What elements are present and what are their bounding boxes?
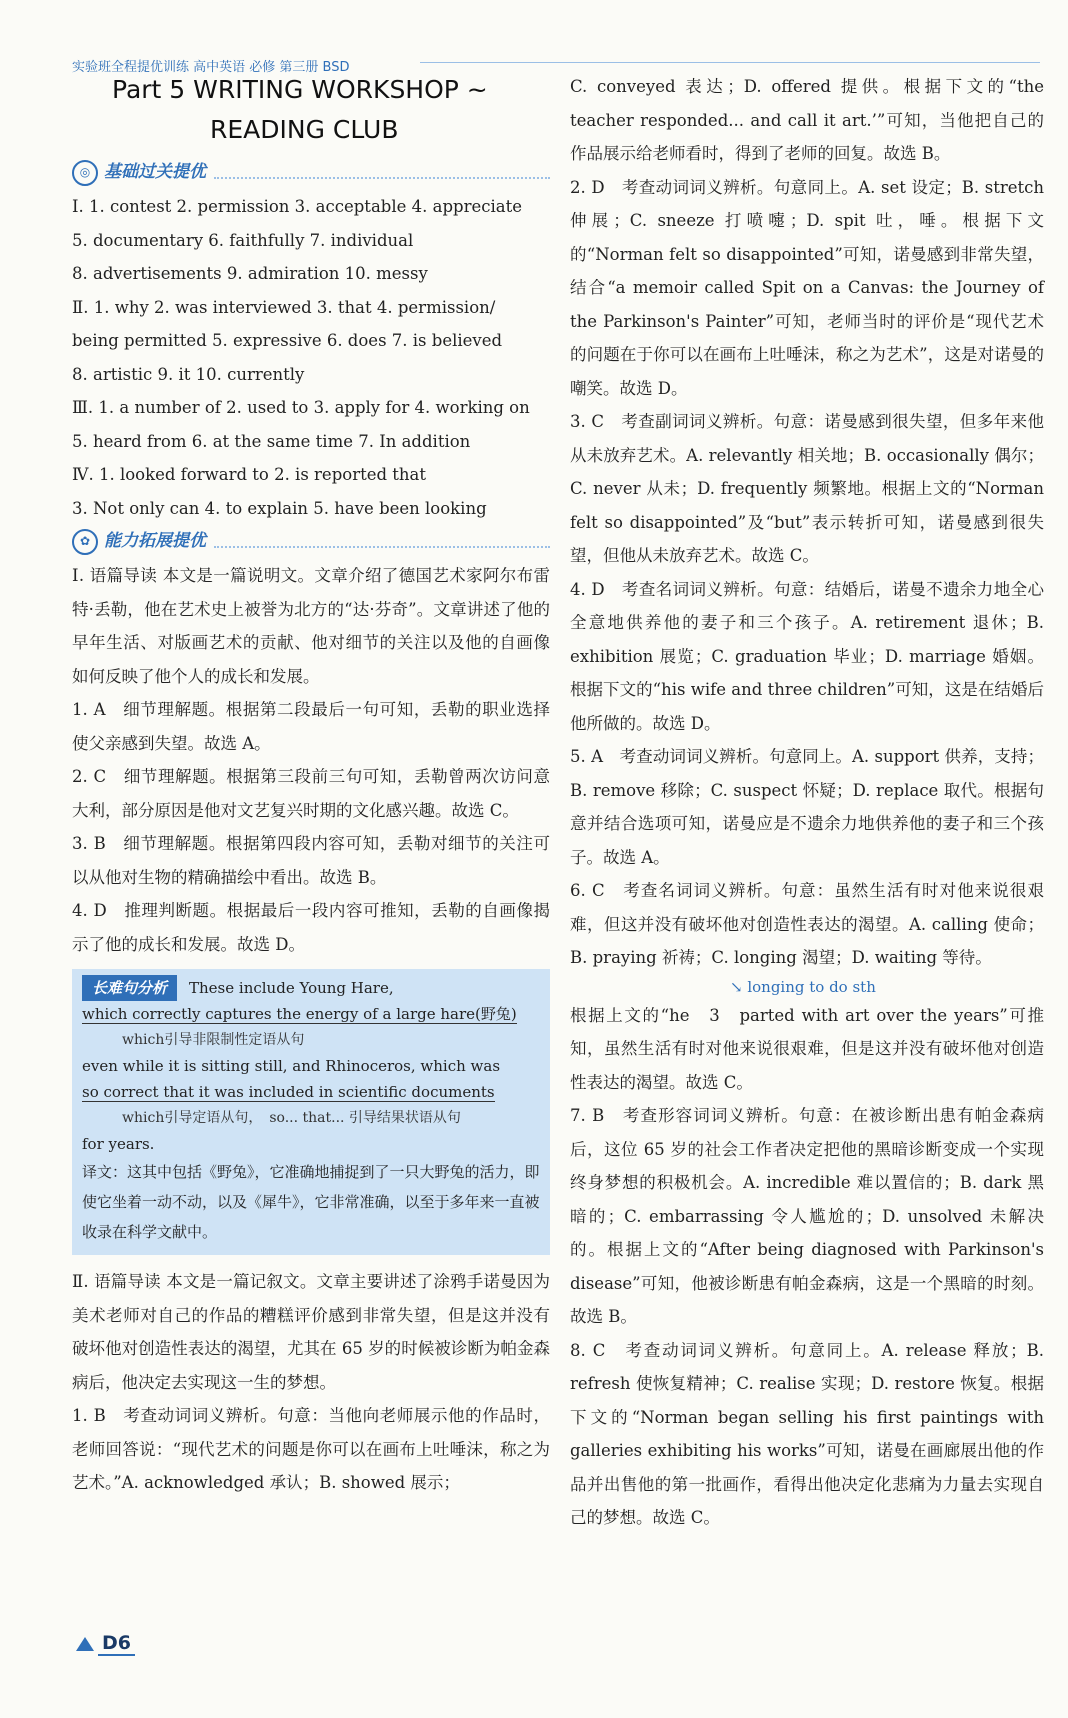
section-heading-basic	[72, 156, 550, 190]
box-sentence: for years.	[82, 1135, 155, 1153]
explanation-item: 7. B 考查形容词词义辨析。句意：在被诊断出患有帕金森病后，这位 65 岁的社会工作者决定把他的黑暗诊断变成一个实现终身梦想的积极机会。A. incredible 难以置信的；B. dark 黑暗的；C. embarrassing 令人尴尬的；D. unsolved 未解决的。根据上文的“After being diagnosed with Parkinson's disease”可知，他被诊断患有帕金森病，这是一个黑暗的时刻。故选 B。	[570, 1106, 1044, 1326]
handwritten-hint: ↘ longing to do sth	[730, 977, 876, 996]
right-column	[570, 70, 1044, 1535]
explanation-item: 8. C 考查动词词义辨析。句意同上。A. release 释放；B. refresh 使恢复精神；C. realise 实现；D. restore 恢复。根据下文的“Norman began selling his first paintings with galleries exhibiting his works”可知，诺曼在画廊展出他的作品并出售他的第一批画作，看得出他决定化悲痛为力量去实现自己的梦想。故选 C。	[570, 1340, 1044, 1527]
explanation-item: 4. D 考查名词词义辨析。句意：结婚后，诺曼不遗余力地全心全意地供养他的妻子和三个孩子。A. retirement 退休；B. exhibition 展览；C. graduation 毕业；D. marriage 婚姻。根据下文的“his wife and three children”可知，这是在结婚后他所做的。故选 D。	[570, 579, 1044, 733]
section-heading-text: 能力拓展提优	[104, 531, 206, 552]
header-rule	[420, 62, 1040, 63]
answer-line: 8. advertisements 9. admiration 10. messy	[72, 264, 428, 283]
page-number: D6	[98, 1632, 135, 1656]
up-arrow-icon	[76, 1637, 94, 1651]
explanation-item: 5. A 考查动词词义辨析。句意同上。A. support 供养，支持；B. remove 移除；C. suspect 怀疑；D. replace 取代。根据句意并结合选项可知，诺曼应是不遗余力地供养他的妻子和三个孩子。故选 A。	[570, 747, 1044, 867]
explanation-item: 6. C 考查名词词义辨析。句意：虽然生活有时对他来说很艰难，但这并没有破坏他对创造性表达的渴望。A. calling 使命；B. praying 祈祷；C. longing 渴望；D. waiting 等待。	[570, 881, 1044, 967]
title-line-1: Part 5 WRITING WORKSHOP ~	[112, 75, 488, 104]
box-sentence: even while it is sitting still, and Rhinoceros, which was	[82, 1057, 501, 1075]
target-icon: ◎	[72, 160, 98, 186]
dotted-rule	[214, 536, 550, 548]
explanation-item: 3. C 考查副词词义辨析。句意：诺曼感到很失望，但多年来他从未放弃艺术。A. relevantly 相关地；B. occasionally 偶尔；C. never 从未；D. frequently 频繁地。根据上文的“Norman felt so disappointed”及“but”表示转折可知，诺曼感到很失望，但他从未放弃艺术。故选 C。	[570, 412, 1044, 565]
explanation-item: 2. D 考查动词词义辨析。句意同上。A. set 设定；B. stretch 伸展；C. sneeze 打喷嚏；D. spit 吐，唾。根据下文的“Norman felt so disappointed”可知，诺曼感到非常失望，结合“a memoir called Spit on a Canvas: the Journey of the Parkinson's Painter”可知，老师当时的评价是“现代艺术的问题在于你可以在画布上吐唾沫，称之为艺术”，这是对诺曼的嘲笑。故选 D。	[570, 177, 1044, 398]
answer-line: 5. documentary 6. faithfully 7. individual	[72, 230, 414, 250]
box-note: which引导定语从句， so... that... 引导结果状语从句	[122, 1110, 461, 1126]
section-heading-text: 基础过关提优	[104, 162, 206, 183]
answer-line: Ⅰ. 1. contest 2. permission 3. acceptable 4. appreciate	[72, 197, 522, 216]
explanation-item: 1. B 考查动词词义辨析。句意：当他向老师展示他的作品时，老师回答说：“现代艺术的问题是你可以在画布上吐唾沫，称之为艺术。”A. acknowledged 承认；B. showed 展示；	[72, 1406, 550, 1492]
box-sentence: which correctly captures the energy of a large hare(野兔)	[82, 1005, 517, 1023]
explanation-item: 4. D 推理判断题。根据最后一段内容可推知，丢勒的自画像揭示了他的成长和发展。故选 D。	[72, 901, 550, 954]
sentence-analysis-box	[72, 969, 550, 1255]
answer-line: Ⅱ. 1. why 2. was interviewed 3. that 4. permission/	[72, 297, 496, 317]
dotted-rule	[214, 167, 550, 179]
page-footer	[76, 1632, 135, 1656]
title-line-2: READING CLUB	[210, 115, 399, 144]
answer-line: 8. artistic 9. it 10. currently	[72, 364, 305, 384]
section-heading-advanced	[72, 525, 550, 559]
gear-icon: ✿	[72, 529, 98, 555]
box-translation: 译文：这其中包括《野兔》，它准确地捕捉到了一只大野兔的活力，即使它坐着一动不动，以及《犀牛》，它非常准确，以至于多年来一直被收录在科学文献中。	[82, 1163, 540, 1241]
box-sentence: so correct that it was included in scientific documents	[82, 1083, 495, 1101]
answer-line: being permitted 5. expressive 6. does 7. is believed	[72, 331, 503, 350]
running-header: 实验班全程提优训练 高中英语 必修 第三册 BSD	[72, 60, 350, 75]
box-note: which引导非限制性定语从句	[122, 1032, 305, 1048]
passage-intro-1: Ⅰ. 语篇导读 本文是一篇说明文。文章介绍了德国艺术家阿尔布雷特·丢勒，他在艺术史上被誉为北方的“达·芬奇”。文章讲述了他的早年生活、对版画艺术的贡献、他对细节的关注以及他的自画像如何反映了他个人的成长和发展。	[72, 566, 550, 686]
explanation-item: 2. C 细节理解题。根据第三段前三句可知，丢勒曾两次访问意大利，部分原因是他对文艺复兴时期的文化感兴趣。故选 C。	[72, 767, 550, 820]
box-heading: 长难句分析	[82, 975, 177, 1001]
answer-line: Ⅲ. 1. a number of 2. used to 3. apply for 4. working on	[72, 398, 530, 417]
page-title	[72, 70, 550, 150]
box-sentence: These include Young Hare,	[189, 979, 394, 997]
explanation-item: 根据上文的“he 3 parted with art over the years”可推知，虽然生活有时对他来说很艰难，但是这并没有破坏他对创造性表达的渴望。故选 C。	[570, 1005, 1044, 1092]
left-column	[72, 70, 550, 1500]
answer-line: 5. heard from 6. at the same time 7. In addition	[72, 431, 471, 451]
explanation-item: 3. B 细节理解题。根据第四段内容可知，丢勒对细节的关注可以从他对生物的精确描绘中看出。故选 B。	[72, 834, 550, 887]
explanation-item: 1. A 细节理解题。根据第二段最后一句可知，丢勒的职业选择使父亲感到失望。故选 A。	[72, 700, 550, 753]
passage-intro-2: Ⅱ. 语篇导读 本文是一篇记叙文。文章主要讲述了涂鸦手诺曼因为美术老师对自己的作品的糟糕评价感到非常失望，但是这并没有破坏他对创造性表达的渴望，尤其在 65 岁的时候被诊断为帕金森病后，他决定去实现这一生的梦想。	[72, 1272, 550, 1392]
answer-line: Ⅳ. 1. looked forward to 2. is reported that	[72, 465, 427, 484]
answer-line: 3. Not only can 4. to explain 5. have been looking	[72, 498, 487, 518]
explanation-item: C. conveyed 表达；D. offered 提供。根据下文的“the teacher responded... and call it art.’”可知，当他把自己的作品展示给老师看时，得到了老师的回复。故选 B。	[570, 77, 1044, 163]
